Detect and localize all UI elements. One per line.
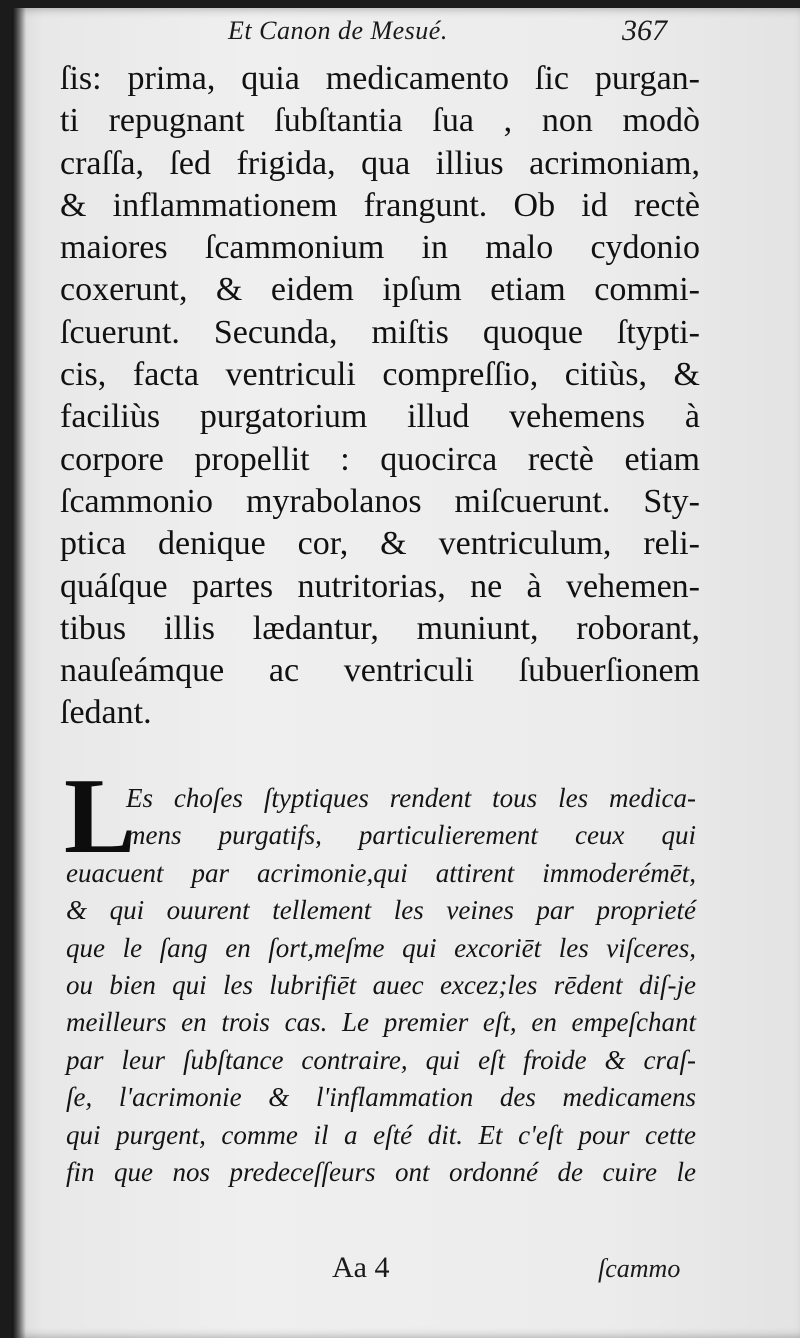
latin-line: ſcammonio myrabolanos miſcuerunt. Sty- (60, 482, 700, 520)
latin-line: ti repugnant ſubſtantia ſua , non modò (60, 102, 700, 140)
french-line: euacuent par acrimonie,qui attirent immoderémēt, (66, 857, 696, 888)
latin-line: craſſa, ſed frigida, qua illius acrimoniam, (60, 144, 700, 182)
french-line: mens purgatifs, particulierement ceux qui (126, 820, 696, 851)
latin-line: nauſeámque ac ventriculi ſubuerſionem (60, 652, 700, 690)
drop-cap: L (64, 757, 137, 876)
latin-line: faciliùs purgatorium illud vehemens à (60, 398, 700, 436)
french-line: meilleurs en trois cas. Le premier eſt, en empeſchant (66, 1007, 696, 1038)
french-line: Es choſes ſtyptiques rendent tous les medica- (126, 783, 696, 813)
latin-line: cis, facta ventriculi compreſſio, citiùs, & (60, 356, 700, 394)
latin-line: tibus illis lædantur, muniunt, roborant, (60, 609, 700, 647)
french-line: & qui ouurent tellement les veines par proprieté (66, 895, 696, 926)
catchword: ſcammo (598, 1254, 681, 1283)
latin-line: coxerunt, & eidem ipſum etiam commi- (60, 271, 700, 309)
french-line: par leur ſubſtance contraire, qui eſt froide & craſ- (66, 1044, 696, 1075)
latin-line: ptica denique cor, & ventriculum, reli- (60, 525, 700, 563)
french-line: que le ſang en ſort,meſme qui excoriēt les viſceres, (66, 932, 696, 963)
french-paragraph (66, 780, 696, 1191)
page-number: 367 (622, 14, 667, 47)
french-line: fin que nos predeceſſeurs ont ordonné de cuire le (66, 1157, 696, 1188)
latin-line: ſedant. (60, 694, 152, 732)
running-title: Et Canon de Mesué. (228, 16, 448, 45)
french-line: ou bien qui les lubrifiēt auec excez;les rēdent diſ-je (66, 970, 696, 1001)
latin-line: ſcuerunt. Secunda, miſtis quoque ſtypti- (60, 313, 700, 351)
french-line: qui purgent, comme il a eſté dit. Et c'eſt pour cette (66, 1119, 696, 1150)
latin-line: maiores ſcammonium in malo cydonio (60, 229, 700, 267)
book-page (12, 8, 800, 1338)
french-line: ſe, l'acrimonie & l'inflammation des medicamens (66, 1082, 696, 1113)
latin-line: quáſque partes nutritorias, ne à vehemen- (60, 567, 700, 605)
latin-paragraph (60, 58, 700, 735)
latin-line: corpore propellit : quocirca rectè etiam (60, 440, 700, 478)
latin-line: & inflammationem frangunt. Ob id rectè (60, 186, 700, 224)
signature-mark: Aa 4 (332, 1251, 390, 1284)
latin-line: ſis: prima, quia medicamento ſic purgan- (60, 60, 700, 97)
gutter-shadow (12, 8, 26, 1338)
